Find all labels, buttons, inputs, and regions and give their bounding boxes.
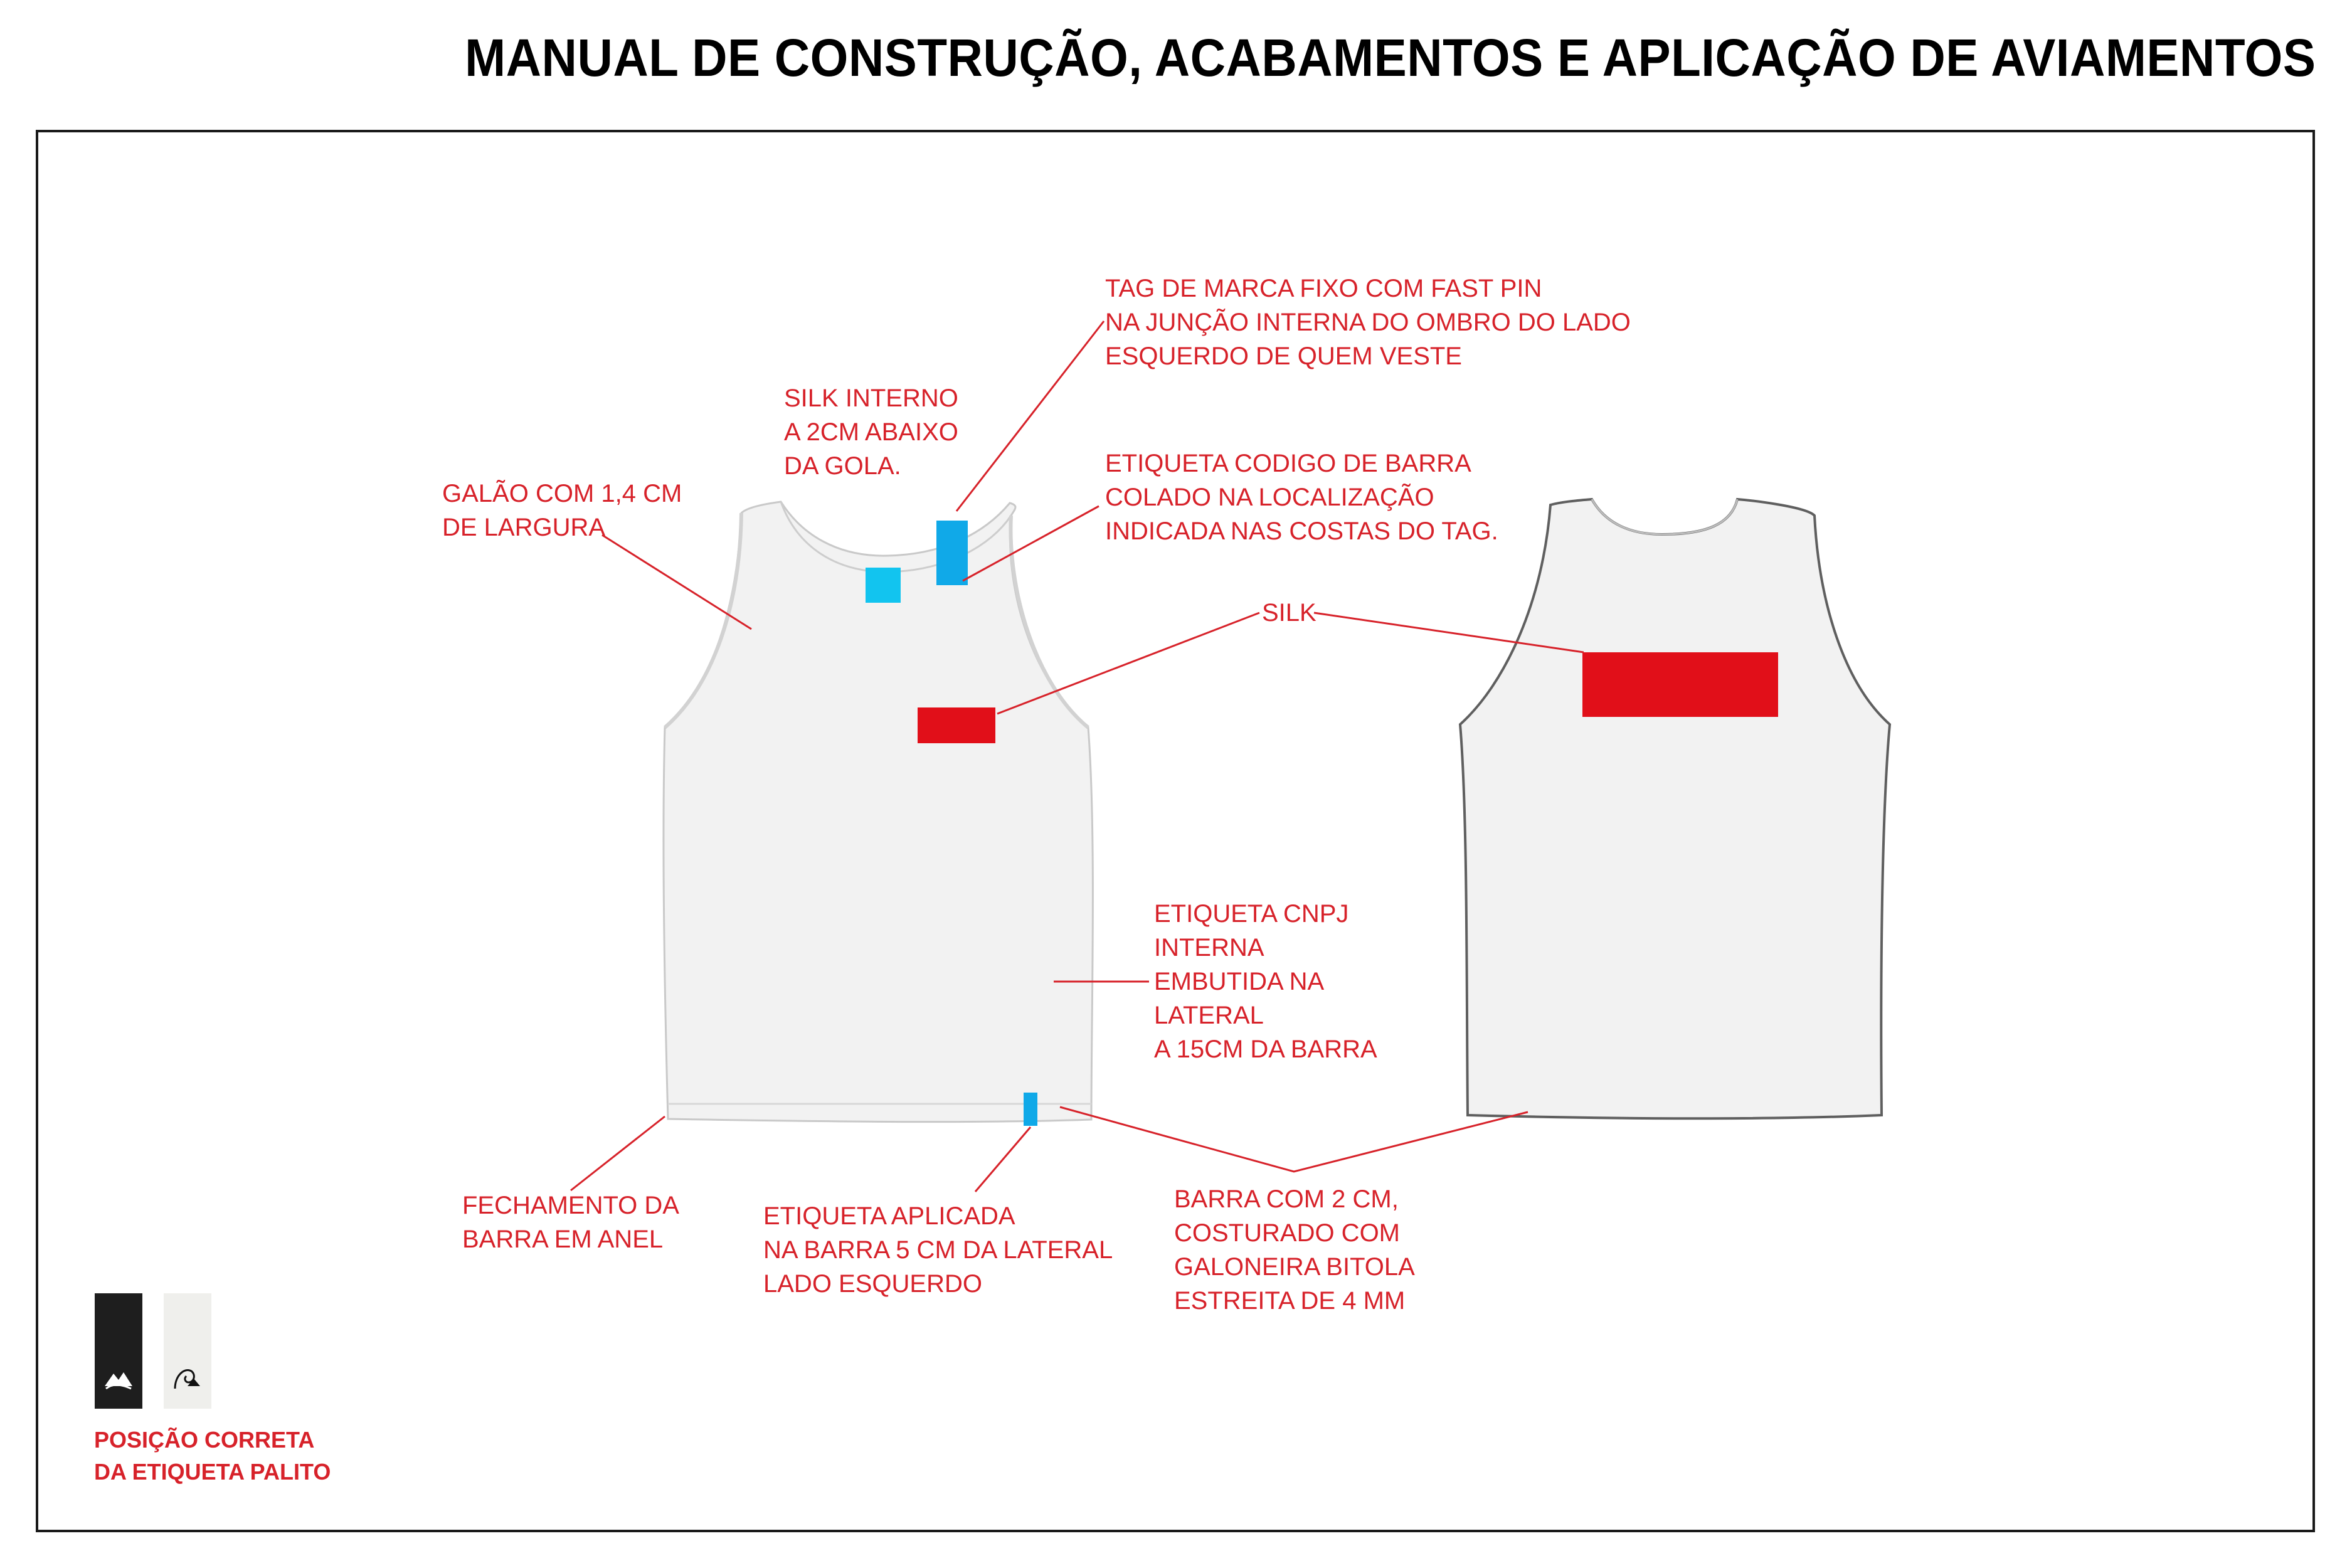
leader-tag-marca <box>956 321 1104 511</box>
leader-barra <box>1060 1107 1528 1172</box>
callout-galao: GALÃO COM 1,4 CM DE LARGURA <box>442 480 682 541</box>
brand-logo-mountain-wave-icon <box>102 1361 135 1394</box>
page-title: MANUAL DE CONSTRUÇÃO, ACABAMENTOS E APLICAÇÃO DE AVIAMENTOS <box>464 28 2316 87</box>
back-garment <box>1460 499 1890 1118</box>
leader-fechamento <box>571 1116 665 1190</box>
front-silk-marker <box>918 707 995 743</box>
palito-label-light <box>164 1293 211 1409</box>
callout-barra: BARRA COM 2 CM, COSTURADO COM GALONEIRA BITOLA ESTREITA DE 4 MM <box>1174 1185 1415 1315</box>
callout-silk-interno: SILK INTERNO A 2CM ABAIXO DA GOLA. <box>784 384 958 480</box>
callout-codigo-barra: ETIQUETA CODIGO DE BARRA COLADO NA LOCALIZAÇÃO INDICADA NAS COSTAS DO TAG. <box>1105 450 1498 545</box>
callout-cnpj: ETIQUETA CNPJ INTERNA EMBUTIDA NA LATERAL A 15CM DA BARRA <box>1154 900 1377 1063</box>
leader-galao <box>602 535 751 629</box>
callout-etiqueta-aplicada: ETIQUETA APLICADA NA BARRA 5 CM DA LATERAL LADO ESQUERDO <box>763 1202 1113 1298</box>
back-tank-top-body <box>1460 499 1890 1118</box>
callout-silk: SILK <box>1262 599 1316 627</box>
front-garment <box>664 502 1093 1126</box>
brand-logo-wave-outline-icon <box>171 1361 204 1394</box>
leader-etiqueta-aplicada <box>975 1127 1030 1192</box>
palito-position-note: POSIÇÃO CORRETA DA ETIQUETA PALITO <box>94 1427 331 1485</box>
fast-pin-tag-marker <box>936 521 968 585</box>
silk-interno-marker <box>866 568 901 603</box>
callout-fechamento: FECHAMENTO DA BARRA EM ANEL <box>462 1192 679 1253</box>
back-silk-marker <box>1582 652 1778 717</box>
hem-label-marker <box>1024 1093 1037 1126</box>
callout-tag-marca: TAG DE MARCA FIXO COM FAST PIN NA JUNÇÃO INTERNA DO OMBRO DO LADO ESQUERDO DE QUEM VESTE <box>1105 275 1631 370</box>
palito-label-dark <box>95 1293 142 1409</box>
